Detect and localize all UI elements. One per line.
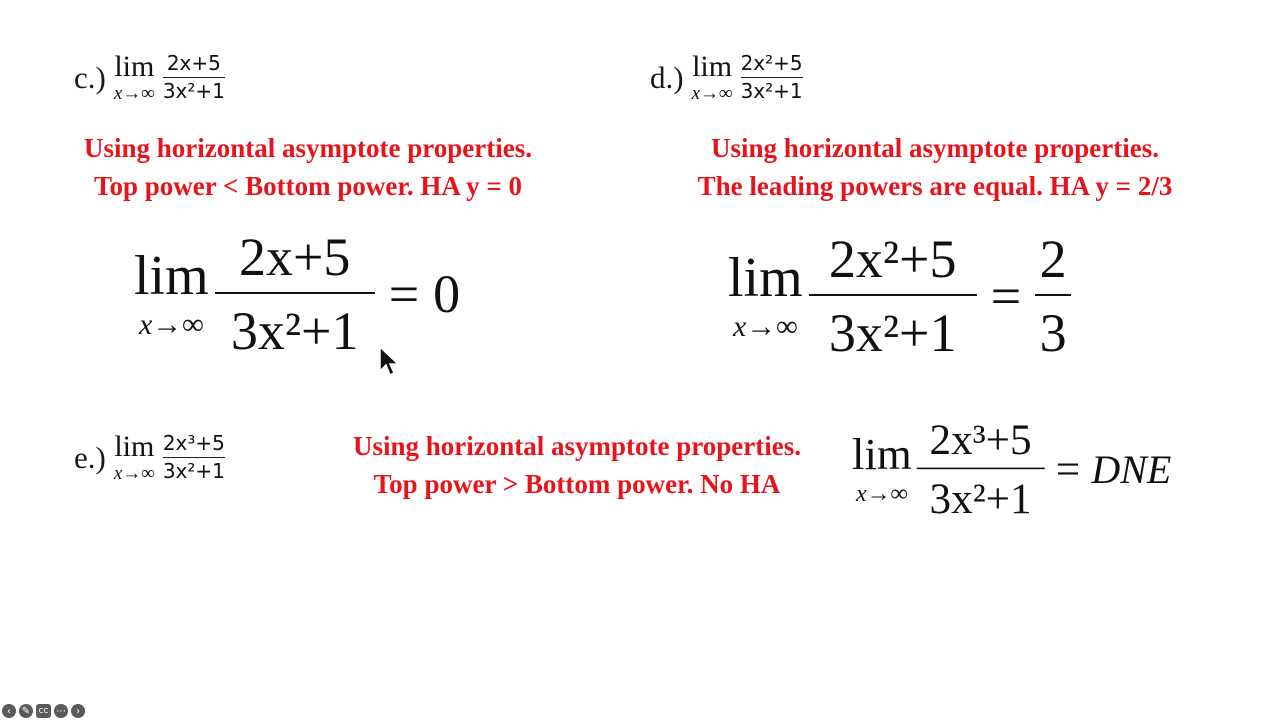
lim-subscript: x→∞ xyxy=(113,463,155,484)
problem-e-note xyxy=(302,427,852,504)
player-controls xyxy=(2,704,85,718)
problem-c-label: c.) xyxy=(74,59,106,95)
problem-d-limit xyxy=(692,52,733,103)
pen-icon[interactable]: ✎ xyxy=(19,704,33,718)
lim-word: lim xyxy=(114,50,155,83)
denominator: 3x²+1 xyxy=(162,79,225,103)
display-numerator: 2x+5 xyxy=(238,227,351,287)
problem-d-display xyxy=(728,229,1071,363)
fraction-bar xyxy=(917,468,1045,470)
display-numerator: 2x²+5 xyxy=(828,229,957,289)
display-fraction xyxy=(809,229,977,363)
note-line-2: Top power < Bottom power. HA y = 0 xyxy=(93,171,523,202)
note-line-2: The leading powers are equal. HA y = 2/3 xyxy=(697,171,1173,202)
more-icon[interactable]: ⋯ xyxy=(56,705,66,717)
problem-e-label: e.) xyxy=(74,439,106,475)
numerator: 2x²+5 xyxy=(740,51,803,75)
fraction-bar xyxy=(1035,294,1071,296)
fraction-bar xyxy=(163,457,225,458)
problem-d-label: d.) xyxy=(650,59,684,95)
display-numerator: 2x³+5 xyxy=(929,415,1032,464)
equals-sign: = xyxy=(1055,445,1081,494)
fraction-bar xyxy=(741,77,803,78)
result-numerator: 2 xyxy=(1039,229,1067,289)
problem-e-limit xyxy=(114,432,155,483)
fraction-bar xyxy=(163,77,225,78)
problem-d-header xyxy=(650,52,803,103)
back-icon[interactable]: ‹ xyxy=(2,704,16,718)
lim-subscript: x→∞ xyxy=(113,83,155,104)
display-limit xyxy=(134,245,209,341)
lim-word: lim xyxy=(134,245,209,307)
display-result: 0 xyxy=(433,264,461,324)
problem-d-note xyxy=(640,129,1230,206)
display-fraction xyxy=(215,227,375,361)
display-denominator: 3x²+1 xyxy=(929,474,1032,523)
lim-word: lim xyxy=(692,50,733,83)
problem-e-fraction xyxy=(163,432,225,483)
forward-icon[interactable]: › xyxy=(71,704,85,718)
lim-word: lim xyxy=(728,247,803,309)
fraction-bar xyxy=(215,292,375,294)
equals-sign: = xyxy=(990,266,1022,326)
denominator: 3x²+1 xyxy=(162,459,225,483)
problem-c-fraction xyxy=(163,52,225,103)
lim-word: lim xyxy=(852,430,912,480)
display-fraction xyxy=(917,415,1045,523)
display-denominator: 3x²+1 xyxy=(230,301,359,361)
problem-c-limit xyxy=(114,52,155,103)
fraction-bar xyxy=(809,294,977,296)
problem-e-display xyxy=(852,415,1172,523)
problem-d-fraction xyxy=(741,52,803,103)
display-limit xyxy=(728,247,803,343)
lim-subscript: x→∞ xyxy=(855,480,908,507)
note-line-1: Using horizontal asymptote properties. xyxy=(353,431,801,461)
problem-c-display xyxy=(134,227,461,361)
problem-e-header xyxy=(74,432,225,483)
numerator: 2x³+5 xyxy=(162,431,225,455)
display-limit xyxy=(852,432,912,506)
display-result: DNE xyxy=(1091,446,1172,492)
lim-subscript: x→∞ xyxy=(138,308,204,341)
cc-icon[interactable]: CC xyxy=(36,704,51,718)
note-line-1: Using horizontal asymptote properties. xyxy=(711,133,1159,163)
note-line-1: Using horizontal asymptote properties. xyxy=(84,133,532,163)
mouse-cursor-icon xyxy=(378,345,400,379)
numerator: 2x+5 xyxy=(166,51,221,75)
result-fraction xyxy=(1035,229,1071,363)
equals-sign: = xyxy=(388,264,420,324)
result-denominator: 3 xyxy=(1039,303,1067,363)
note-line-2: Top power > Bottom power. No HA xyxy=(373,469,781,500)
denominator: 3x²+1 xyxy=(740,79,803,103)
lim-word: lim xyxy=(114,430,155,463)
problem-c-header xyxy=(74,52,225,103)
lim-subscript: x→∞ xyxy=(732,310,798,343)
display-denominator: 3x²+1 xyxy=(828,303,957,363)
lim-subscript: x→∞ xyxy=(691,83,733,104)
problem-c-note xyxy=(28,129,588,206)
